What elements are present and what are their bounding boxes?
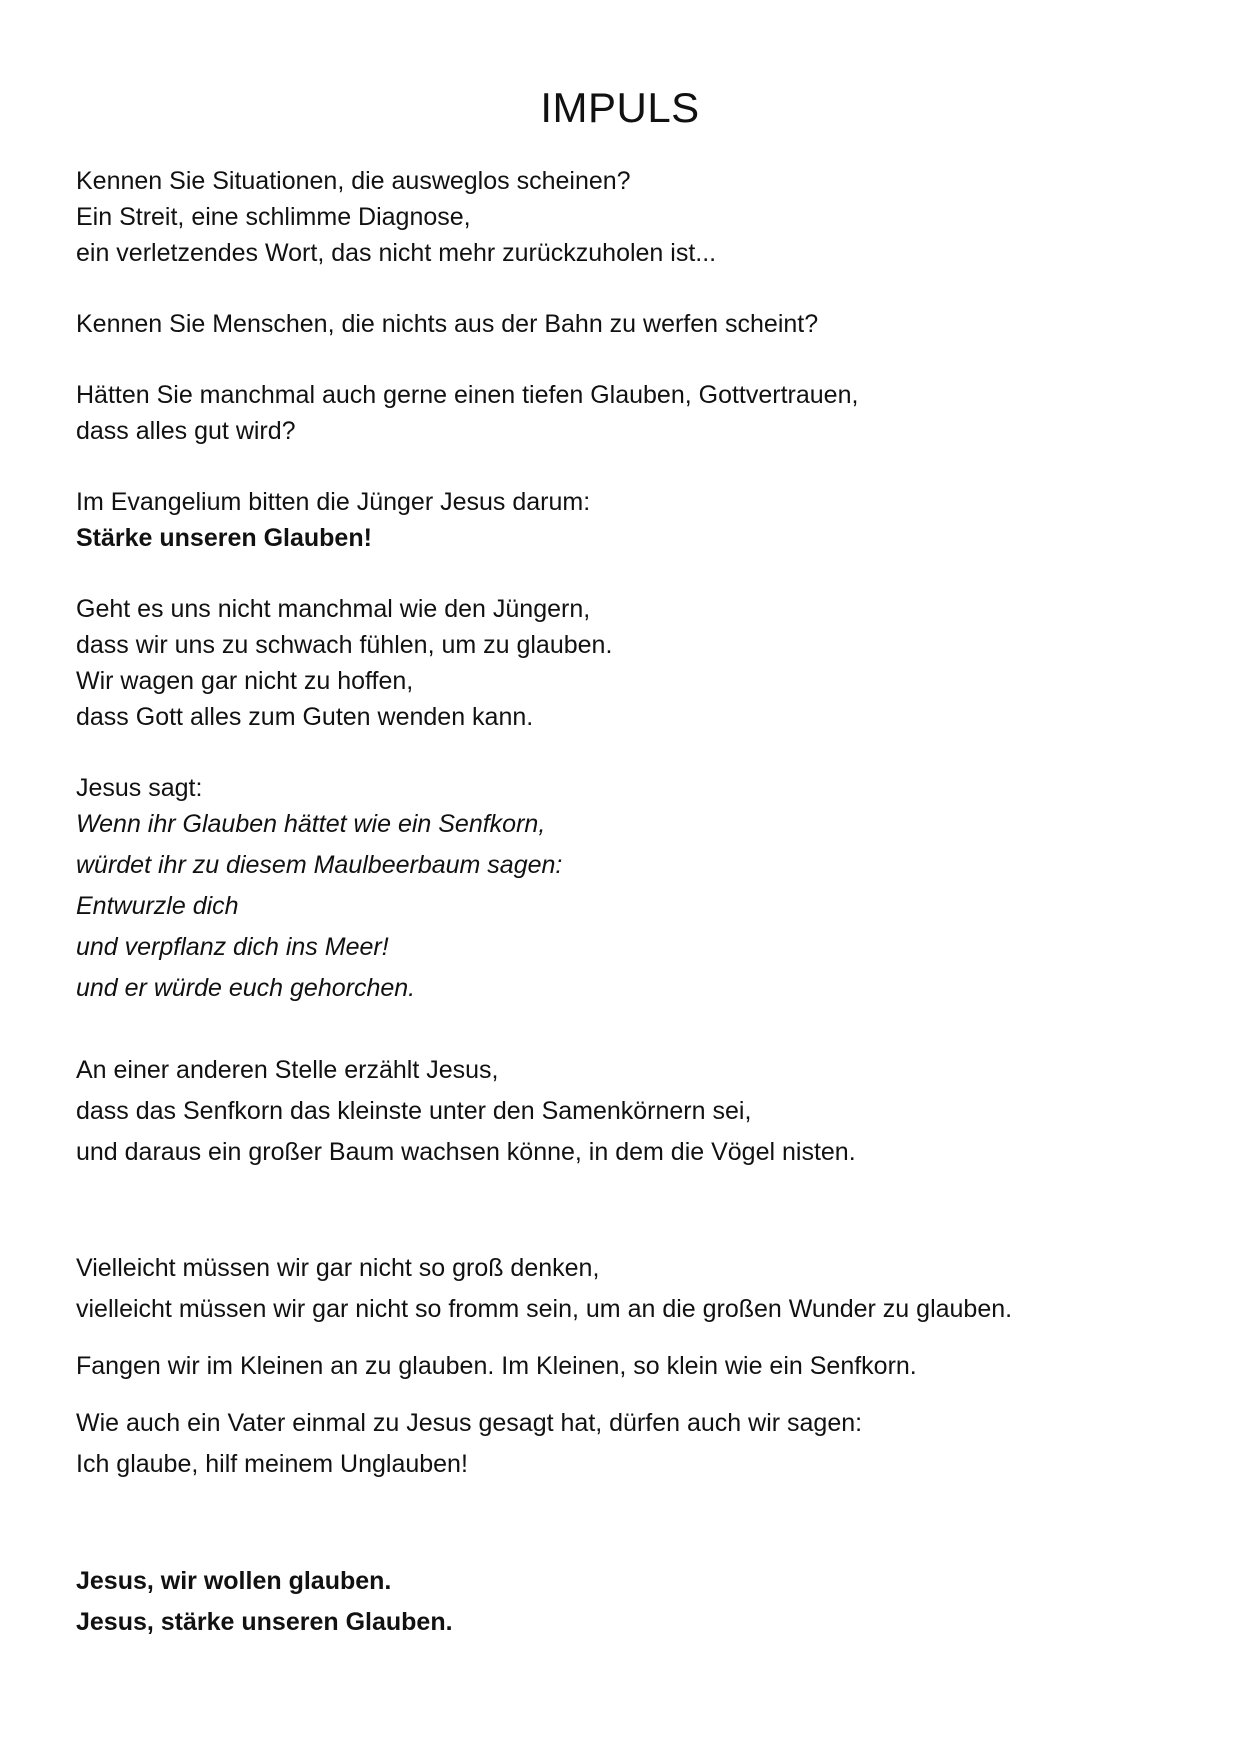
- document-title: IMPULS: [540, 84, 700, 131]
- text-line: Fangen wir im Kleinen an zu glauben. Im Kleinen, so klein wie ein Senfkorn.: [76, 1352, 917, 1380]
- emphasis-line: Stärke unseren Glauben!: [76, 524, 372, 552]
- closing-line: Jesus, stärke unseren Glauben.: [76, 1608, 453, 1636]
- text-line: Wir wagen gar nicht zu hoffen,: [76, 667, 414, 695]
- quote-line: Entwurzle dich: [76, 892, 239, 920]
- text-line: Vielleicht müssen wir gar nicht so groß denken,: [76, 1254, 600, 1282]
- text-line: dass wir uns zu schwach fühlen, um zu glauben.: [76, 631, 613, 659]
- text-line: Im Evangelium bitten die Jünger Jesus darum:: [76, 488, 591, 516]
- quote-line: und verpflanz dich ins Meer!: [76, 933, 389, 961]
- text-line: An einer anderen Stelle erzählt Jesus,: [76, 1056, 499, 1084]
- closing-line: Jesus, wir wollen glauben.: [76, 1567, 392, 1595]
- text-line: ein verletzendes Wort, das nicht mehr zurückzuholen ist...: [76, 239, 717, 267]
- text-line: vielleicht müssen wir gar nicht so fromm sein, um an die großen Wunder zu glauben.: [76, 1295, 1013, 1323]
- text-line: und daraus ein großer Baum wachsen könne, in dem die Vögel nisten.: [76, 1138, 856, 1166]
- text-line: Kennen Sie Situationen, die ausweglos scheinen?: [76, 167, 631, 195]
- text-line: dass alles gut wird?: [76, 417, 296, 445]
- quote-line: und er würde euch gehorchen.: [76, 974, 416, 1002]
- quote-line: Wenn ihr Glauben hättet wie ein Senfkorn,: [76, 810, 546, 838]
- text-line: Geht es uns nicht manchmal wie den Jüngern,: [76, 595, 591, 623]
- text-line: dass Gott alles zum Guten wenden kann.: [76, 703, 534, 731]
- text-line: Ein Streit, eine schlimme Diagnose,: [76, 203, 471, 231]
- text-line: Hätten Sie manchmal auch gerne einen tiefen Glauben, Gottvertrauen,: [76, 381, 859, 409]
- text-line: Ich glaube, hilf meinem Unglauben!: [76, 1450, 468, 1478]
- quote-line: würdet ihr zu diesem Maulbeerbaum sagen:: [76, 851, 563, 879]
- text-line: Wie auch ein Vater einmal zu Jesus gesagt hat, dürfen auch wir sagen:: [76, 1409, 863, 1437]
- text-line: Kennen Sie Menschen, die nichts aus der Bahn zu werfen scheint?: [76, 310, 819, 338]
- text-line: Jesus sagt:: [76, 774, 203, 802]
- text-line: dass das Senfkorn das kleinste unter den Samenkörnern sei,: [76, 1097, 752, 1125]
